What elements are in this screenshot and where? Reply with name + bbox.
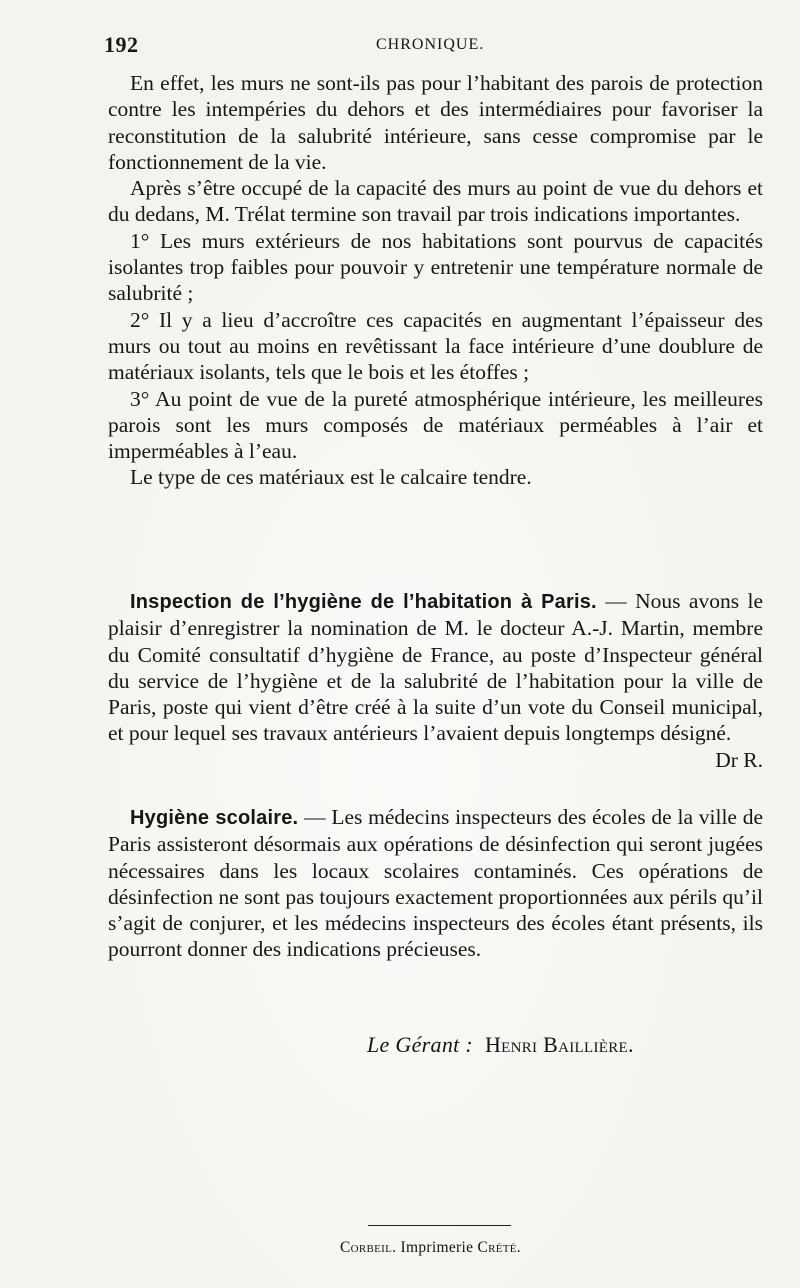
paragraph: 1° Les murs extérieurs de nos habitations sont pourvus de capacités isolantes trop faibles pour pouvoir y entretenir une température normale de salubrité ; xyxy=(108,228,763,306)
signature xyxy=(367,1032,634,1058)
article-title: Hygiène scolaire. xyxy=(130,807,299,829)
paragraph xyxy=(108,804,763,963)
printer-name: Crété. xyxy=(477,1239,521,1256)
running-head: CHRONIQUE. xyxy=(376,36,485,53)
printer-town: Corbeil. xyxy=(340,1239,397,1256)
printer-imprint xyxy=(340,1239,521,1257)
page-header xyxy=(104,32,744,60)
signature-label: Le Gérant : xyxy=(367,1032,473,1057)
article-school-hygiene xyxy=(108,804,763,963)
paragraph: En effet, les murs ne sont-ils pas pour l’habitant des parois de protection contre les intempéries du dehors et des intermédiaires pour favoriser la reconstitution de la salubrité intérieure, sans cesse compromise par le fonctionnement de la vie. xyxy=(108,71,763,174)
paragraph: 3° Au point de vue de la pureté atmosphérique intérieure, les meilleures parois sont les murs composés de matériaux perméables à l’air et imperméables à l’eau. xyxy=(108,386,763,464)
article-title: Inspection de l’hygiène de l’habitation à Paris. xyxy=(130,591,597,613)
paragraph xyxy=(108,588,763,747)
page-number: 192 xyxy=(104,32,139,57)
signoff: Dr R. xyxy=(715,747,763,772)
footer-rule xyxy=(368,1225,511,1226)
article-inspection xyxy=(108,588,763,773)
paragraph: Après s’être occupé de la capacité des murs au point de vue du dehors et du dedans, M. Trélat termine son travail par trois indications importantes. xyxy=(108,176,763,227)
printer-label: Imprimerie xyxy=(400,1239,474,1256)
article-body: — Nous avons le plaisir d’enregistrer la nomination de M. le docteur A.-J. Martin, membre du Comité consultatif d’hygiène de France, au poste d’Inspecteur général du service de l’hygiène et de la salubrité de l’habitation pour la ville de Paris, poste qui vient d’être créé à la suite d’un vote du Conseil municipal, et pour lequel ses travaux antérieurs l’avaient depuis longtemps désigné. xyxy=(108,589,763,746)
article-body: — Les médecins inspecteurs des écoles de la ville de Paris assisteront désormais aux opérations de désinfection qui seront jugées nécessaires dans les locaux scolaires contaminés. Ces opérations de désinfection ne sont pas toujours exactement proportionnées aux périls qu’il s’agit de conjurer, et les médecins inspecteurs des écoles étant présents, ils pourront donner des indications précieuses. xyxy=(108,805,764,962)
article-walls xyxy=(108,70,763,491)
paragraph: 2° Il y a lieu d’accroître ces capacités en augmentant l’épaisseur des murs ou tout au moins en revêtissant la face intérieure d’une doublure de matériaux isolants, tels que le bois et les étoffes ; xyxy=(108,307,763,385)
paragraph: Le type de ces matériaux est le calcaire tendre. xyxy=(130,465,532,490)
signature-name: Henri Baillière. xyxy=(484,1032,634,1057)
